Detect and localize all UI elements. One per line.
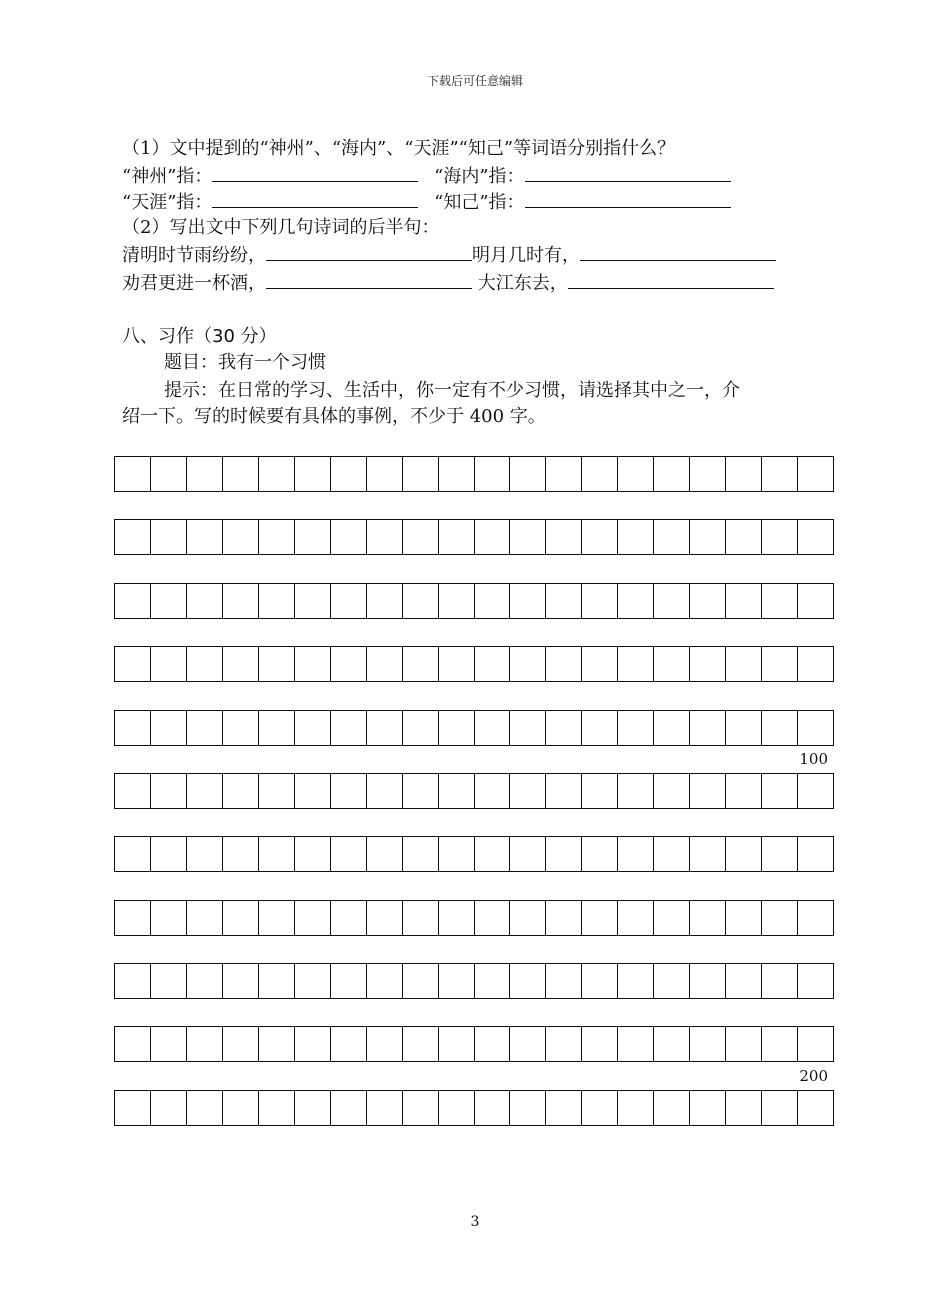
poem-4-text: 大江东去， (477, 273, 568, 294)
tianya-label: “天涯”指： (122, 192, 213, 213)
grid-cell[interactable] (654, 520, 690, 554)
grid-cell[interactable] (403, 1091, 439, 1125)
grid-cell[interactable] (331, 647, 367, 681)
grid-cell[interactable] (762, 584, 798, 618)
grid-cell[interactable] (582, 1027, 618, 1061)
grid-cell[interactable] (115, 964, 151, 998)
grid-cell[interactable] (546, 774, 582, 808)
grid-cell[interactable] (798, 901, 833, 935)
grid-cell[interactable] (187, 901, 223, 935)
grid-cell[interactable] (187, 1091, 223, 1125)
grid-cell[interactable] (798, 647, 833, 681)
grid-cell[interactable] (618, 964, 654, 998)
grid-row (114, 646, 834, 682)
grid-cell[interactable] (331, 520, 367, 554)
grid-cell[interactable] (618, 837, 654, 871)
grid-cell[interactable] (331, 901, 367, 935)
poem-2-text: 明月几时有， (472, 245, 580, 266)
grid-cell[interactable] (367, 520, 403, 554)
grid-cell[interactable] (295, 837, 331, 871)
grid-cell[interactable] (115, 647, 151, 681)
grid-cell[interactable] (223, 647, 259, 681)
grid-cell[interactable] (546, 520, 582, 554)
grid-cell[interactable] (582, 457, 618, 491)
grid-row (114, 519, 834, 555)
poem-2-answer-blank[interactable] (580, 242, 776, 261)
grid-cell[interactable] (546, 711, 582, 745)
grid-cell[interactable] (367, 901, 403, 935)
grid-cell[interactable] (295, 647, 331, 681)
grid-cell[interactable] (259, 1027, 295, 1061)
grid-cell[interactable] (331, 964, 367, 998)
hainei-answer-blank[interactable] (525, 163, 731, 182)
grid-cell[interactable] (798, 711, 833, 745)
grid-cell[interactable] (726, 1091, 762, 1125)
grid-cell[interactable] (546, 584, 582, 618)
grid-cell[interactable] (762, 901, 798, 935)
grid-cell[interactable] (654, 901, 690, 935)
grid-cell[interactable] (259, 584, 295, 618)
page-number: 3 (470, 1214, 480, 1230)
grid-cell[interactable] (403, 711, 439, 745)
grid-cell[interactable] (151, 584, 187, 618)
grid-cell[interactable] (690, 901, 726, 935)
grid-cell[interactable] (690, 457, 726, 491)
grid-cell[interactable] (187, 774, 223, 808)
grid-cell[interactable] (726, 837, 762, 871)
grid-cell[interactable] (295, 1091, 331, 1125)
grid-cell[interactable] (331, 774, 367, 808)
shenzhou-answer-blank[interactable] (212, 163, 418, 182)
grid-cell[interactable] (690, 520, 726, 554)
grid-cell[interactable] (510, 774, 546, 808)
grid-cell[interactable] (762, 457, 798, 491)
word-count-mark-100: 100 (799, 750, 828, 768)
grid-cell[interactable] (187, 647, 223, 681)
grid-cell[interactable] (798, 774, 833, 808)
grid-cell[interactable] (762, 1027, 798, 1061)
hainei-label: “海内”指： (434, 166, 525, 187)
grid-cell[interactable] (367, 711, 403, 745)
grid-cell[interactable] (187, 964, 223, 998)
grid-cell[interactable] (510, 647, 546, 681)
grid-cell[interactable] (403, 774, 439, 808)
grid-cell[interactable] (510, 1027, 546, 1061)
grid-cell[interactable] (403, 520, 439, 554)
grid-cell[interactable] (510, 837, 546, 871)
grid-cell[interactable] (259, 520, 295, 554)
grid-cell[interactable] (367, 584, 403, 618)
grid-cell[interactable] (115, 584, 151, 618)
grid-cell[interactable] (582, 901, 618, 935)
grid-cell[interactable] (295, 711, 331, 745)
poem-row-2 (122, 270, 774, 297)
grid-cell[interactable] (187, 837, 223, 871)
poem-3-answer-blank[interactable] (266, 270, 472, 289)
grid-cell[interactable] (546, 457, 582, 491)
grid-cell[interactable] (582, 584, 618, 618)
grid-cell[interactable] (618, 711, 654, 745)
grid-cell[interactable] (690, 837, 726, 871)
grid-cell[interactable] (510, 520, 546, 554)
grid-cell[interactable] (367, 837, 403, 871)
tianya-answer-blank[interactable] (212, 189, 418, 208)
grid-cell[interactable] (187, 1027, 223, 1061)
poem-1-text: 清明时节雨纷纷， (122, 245, 266, 266)
grid-cell[interactable] (618, 1027, 654, 1061)
grid-cell[interactable] (654, 774, 690, 808)
grid-cell[interactable] (331, 1091, 367, 1125)
grid-cell[interactable] (654, 1027, 690, 1061)
grid-cell[interactable] (475, 520, 511, 554)
grid-row (114, 583, 834, 619)
zhiji-label: “知己”指： (434, 192, 525, 213)
grid-cell[interactable] (151, 520, 187, 554)
grid-cell[interactable] (223, 964, 259, 998)
grid-cell[interactable] (223, 520, 259, 554)
composition-title: 八、习作（30 分） (122, 326, 277, 347)
grid-cell[interactable] (762, 774, 798, 808)
grid-cell[interactable] (546, 1027, 582, 1061)
grid-cell[interactable] (654, 711, 690, 745)
question-2-text: （2）写出文中下列几句诗词的后半句： (122, 217, 440, 238)
grid-cell[interactable] (582, 711, 618, 745)
grid-cell[interactable] (726, 584, 762, 618)
grid-cell[interactable] (762, 964, 798, 998)
grid-cell[interactable] (762, 1091, 798, 1125)
grid-cell[interactable] (654, 584, 690, 618)
grid-cell[interactable] (259, 837, 295, 871)
grid-cell[interactable] (690, 647, 726, 681)
grid-row (114, 836, 834, 872)
grid-cell[interactable] (259, 457, 295, 491)
grid-cell[interactable] (654, 457, 690, 491)
grid-cell[interactable] (367, 1027, 403, 1061)
grid-cell[interactable] (475, 901, 511, 935)
grid-cell[interactable] (690, 964, 726, 998)
grid-cell[interactable] (259, 711, 295, 745)
question-1-text: （1）文中提到的“神州”、“海内”、“天涯”“知己”等词语分别指什么？ (122, 138, 676, 159)
grid-cell[interactable] (726, 520, 762, 554)
grid-cell[interactable] (762, 647, 798, 681)
grid-cell[interactable] (475, 647, 511, 681)
grid-cell[interactable] (331, 711, 367, 745)
grid-cell[interactable] (475, 457, 511, 491)
grid-cell[interactable] (331, 584, 367, 618)
grid-cell[interactable] (295, 774, 331, 808)
grid-row (114, 1090, 834, 1126)
composition-hint-line-2: 绍一下。写的时候要有具体的事例，不少于 400 字。 (122, 406, 546, 427)
grid-row (114, 1026, 834, 1062)
poem-row-1 (122, 242, 776, 269)
composition-topic: 题目：我有一个习惯 (164, 352, 326, 373)
grid-cell[interactable] (403, 647, 439, 681)
grid-cell[interactable] (582, 774, 618, 808)
grid-cell[interactable] (223, 584, 259, 618)
grid-cell[interactable] (295, 1027, 331, 1061)
grid-cell[interactable] (726, 457, 762, 491)
grid-cell[interactable] (726, 964, 762, 998)
grid-cell[interactable] (223, 837, 259, 871)
grid-cell[interactable] (726, 647, 762, 681)
question-1-answer-row-2 (122, 189, 731, 216)
grid-cell[interactable] (762, 711, 798, 745)
grid-cell[interactable] (690, 1091, 726, 1125)
grid-cell[interactable] (439, 837, 475, 871)
grid-cell[interactable] (510, 711, 546, 745)
grid-cell[interactable] (187, 711, 223, 745)
grid-cell[interactable] (151, 837, 187, 871)
grid-cell[interactable] (475, 964, 511, 998)
grid-cell[interactable] (151, 901, 187, 935)
grid-cell[interactable] (367, 1091, 403, 1125)
grid-cell[interactable] (439, 711, 475, 745)
grid-cell[interactable] (439, 901, 475, 935)
grid-cell[interactable] (367, 457, 403, 491)
grid-cell[interactable] (439, 1027, 475, 1061)
grid-row (114, 963, 834, 999)
grid-cell[interactable] (546, 647, 582, 681)
grid-cell[interactable] (726, 711, 762, 745)
grid-cell[interactable] (798, 457, 833, 491)
grid-row (114, 900, 834, 936)
grid-cell[interactable] (295, 901, 331, 935)
grid-cell[interactable] (187, 584, 223, 618)
grid-cell[interactable] (151, 711, 187, 745)
grid-cell[interactable] (546, 964, 582, 998)
grid-cell[interactable] (151, 774, 187, 808)
grid-cell[interactable] (510, 901, 546, 935)
grid-cell[interactable] (582, 964, 618, 998)
grid-cell[interactable] (618, 647, 654, 681)
grid-cell[interactable] (223, 901, 259, 935)
grid-cell[interactable] (726, 774, 762, 808)
grid-cell[interactable] (223, 1027, 259, 1061)
grid-cell[interactable] (367, 964, 403, 998)
grid-cell[interactable] (403, 584, 439, 618)
grid-cell[interactable] (403, 457, 439, 491)
grid-cell[interactable] (510, 457, 546, 491)
grid-cell[interactable] (439, 647, 475, 681)
grid-cell[interactable] (403, 1027, 439, 1061)
grid-cell[interactable] (223, 774, 259, 808)
grid-cell[interactable] (367, 774, 403, 808)
grid-cell[interactable] (115, 457, 151, 491)
grid-cell[interactable] (798, 837, 833, 871)
grid-cell[interactable] (439, 520, 475, 554)
grid-cell[interactable] (115, 520, 151, 554)
grid-cell[interactable] (367, 647, 403, 681)
grid-cell[interactable] (439, 584, 475, 618)
grid-cell[interactable] (115, 711, 151, 745)
grid-cell[interactable] (403, 901, 439, 935)
grid-row (114, 710, 834, 746)
grid-cell[interactable] (475, 1091, 511, 1125)
grid-cell[interactable] (690, 584, 726, 618)
grid-cell[interactable] (618, 901, 654, 935)
grid-cell[interactable] (295, 964, 331, 998)
grid-cell[interactable] (510, 1091, 546, 1125)
shenzhou-label: “神州”指： (122, 166, 213, 187)
grid-cell[interactable] (690, 711, 726, 745)
grid-cell[interactable] (115, 901, 151, 935)
grid-cell[interactable] (151, 1027, 187, 1061)
grid-cell[interactable] (798, 1027, 833, 1061)
grid-cell[interactable] (331, 1027, 367, 1061)
grid-cell[interactable] (618, 774, 654, 808)
grid-cell[interactable] (546, 837, 582, 871)
grid-cell[interactable] (798, 520, 833, 554)
zhiji-answer-blank[interactable] (525, 189, 731, 208)
grid-cell[interactable] (439, 1091, 475, 1125)
grid-cell[interactable] (331, 837, 367, 871)
grid-cell[interactable] (295, 457, 331, 491)
grid-cell[interactable] (295, 584, 331, 618)
grid-cell[interactable] (582, 1091, 618, 1125)
grid-cell[interactable] (654, 647, 690, 681)
composition-hint-line-1: 提示：在日常的学习、生活中，你一定有不少习惯，请选择其中之一，介 (164, 380, 740, 401)
grid-cell[interactable] (331, 457, 367, 491)
grid-cell[interactable] (223, 711, 259, 745)
grid-cell[interactable] (510, 964, 546, 998)
grid-cell[interactable] (475, 774, 511, 808)
grid-cell[interactable] (259, 1091, 295, 1125)
grid-cell[interactable] (187, 457, 223, 491)
grid-cell[interactable] (259, 901, 295, 935)
grid-cell[interactable] (726, 1027, 762, 1061)
grid-cell[interactable] (115, 774, 151, 808)
grid-cell[interactable] (654, 837, 690, 871)
grid-cell[interactable] (259, 774, 295, 808)
grid-cell[interactable] (259, 964, 295, 998)
grid-row (114, 456, 834, 492)
grid-cell[interactable] (762, 520, 798, 554)
grid-cell[interactable] (439, 774, 475, 808)
poem-1-answer-blank[interactable] (266, 242, 472, 261)
grid-cell[interactable] (618, 457, 654, 491)
grid-cell[interactable] (403, 964, 439, 998)
grid-cell[interactable] (475, 584, 511, 618)
grid-cell[interactable] (654, 1091, 690, 1125)
grid-cell[interactable] (475, 711, 511, 745)
poem-3-text: 劝君更进一杯酒， (122, 273, 266, 294)
grid-cell[interactable] (223, 1091, 259, 1125)
grid-cell[interactable] (690, 774, 726, 808)
grid-cell[interactable] (115, 1091, 151, 1125)
grid-cell[interactable] (151, 964, 187, 998)
grid-cell[interactable] (151, 457, 187, 491)
grid-cell[interactable] (475, 837, 511, 871)
grid-cell[interactable] (798, 584, 833, 618)
word-count-mark-200: 200 (799, 1067, 828, 1085)
grid-cell[interactable] (618, 584, 654, 618)
grid-cell[interactable] (690, 1027, 726, 1061)
grid-cell[interactable] (439, 457, 475, 491)
grid-cell[interactable] (475, 1027, 511, 1061)
grid-cell[interactable] (798, 1091, 833, 1125)
grid-row (114, 773, 834, 809)
grid-cell[interactable] (115, 837, 151, 871)
grid-cell[interactable] (726, 901, 762, 935)
grid-cell[interactable] (259, 647, 295, 681)
grid-cell[interactable] (115, 1027, 151, 1061)
grid-cell[interactable] (223, 457, 259, 491)
grid-cell[interactable] (151, 1091, 187, 1125)
grid-cell[interactable] (582, 520, 618, 554)
poem-4-answer-blank[interactable] (568, 270, 774, 289)
grid-cell[interactable] (187, 520, 223, 554)
page-header-note: 下载后可任意编辑 (426, 74, 523, 88)
question-1-answer-row-1 (122, 163, 731, 190)
grid-cell[interactable] (798, 964, 833, 998)
grid-cell[interactable] (151, 647, 187, 681)
grid-cell[interactable] (295, 520, 331, 554)
grid-cell[interactable] (546, 901, 582, 935)
grid-cell[interactable] (762, 837, 798, 871)
grid-cell[interactable] (654, 964, 690, 998)
grid-cell[interactable] (546, 1091, 582, 1125)
grid-cell[interactable] (439, 964, 475, 998)
grid-cell[interactable] (618, 520, 654, 554)
grid-cell[interactable] (403, 837, 439, 871)
grid-cell[interactable] (618, 1091, 654, 1125)
grid-cell[interactable] (510, 584, 546, 618)
grid-cell[interactable] (582, 647, 618, 681)
grid-cell[interactable] (582, 837, 618, 871)
